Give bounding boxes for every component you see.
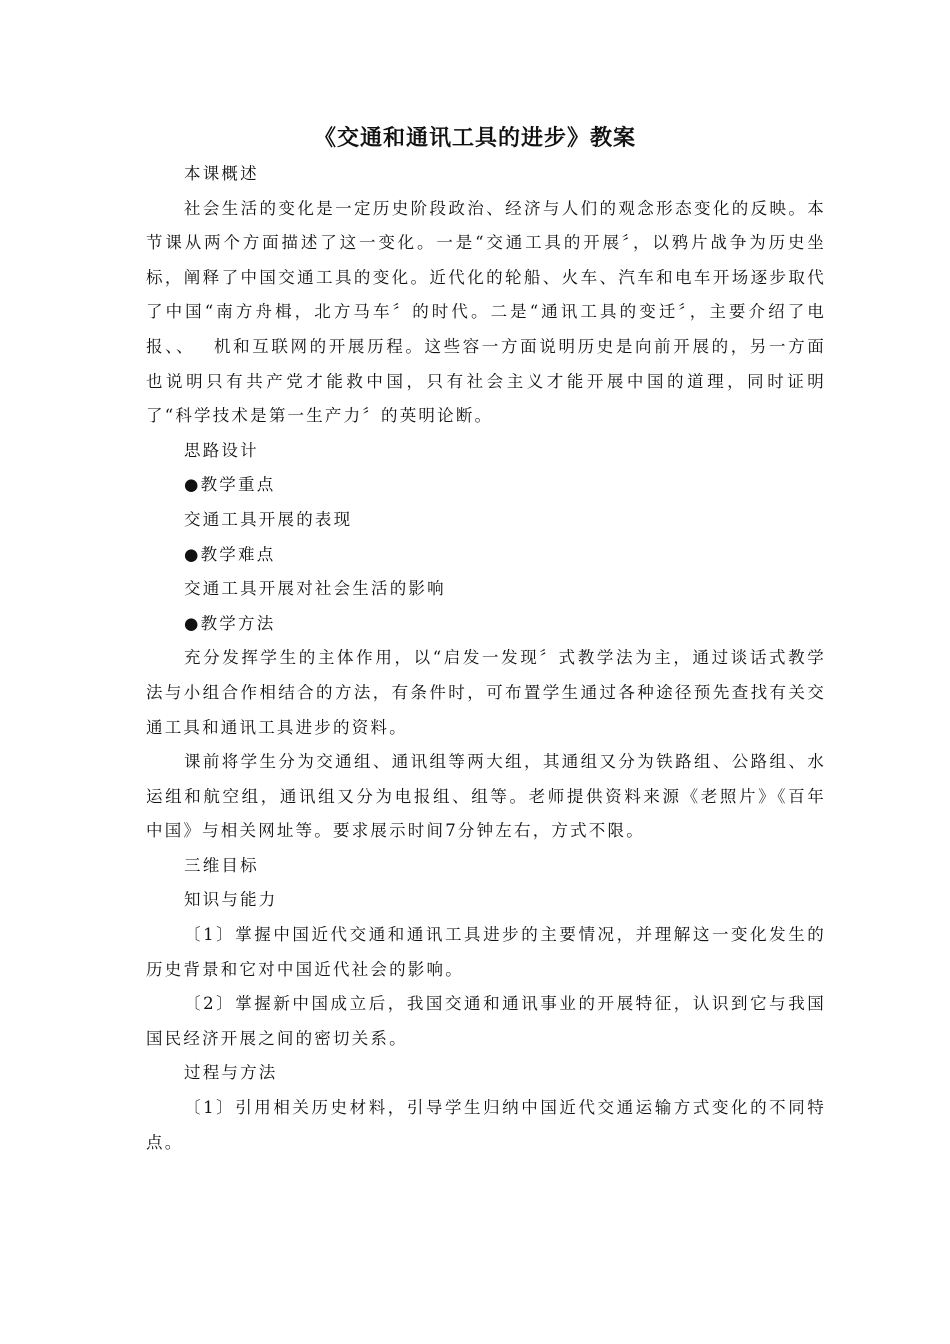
paragraph-process-1: 〔1〕引用相关历史材料，引导学生归纳中国近代交通运输方式变化的不同特点。 [146,1098,826,1152]
bullet-teaching-method: ●教学方法 [184,613,276,633]
paragraph-goal-1: 〔1〕掌握中国近代交通和通讯工具进步的主要情况，并理解这一变化发生的历史背景和它对中国近代社会的影响。 [146,925,826,979]
subheading-knowledge: 知识与能力 [184,890,278,910]
paragraph-overview: 社会生活的变化是一定历史阶段政治、经济与人们的观念形态变化的反映。本节课从两个方面描述了这一变化。一是“交通工具的开展〞，以鸦片战争为历史坐标，阐释了中国交通工具的变化。近代化的轮船、火车、汽车和电车开场逐步取代了中国“南方舟楫，北方马车〞的时代。二是“通讯工具的变迁〞，主要介绍了电报、、 机和互联网的开展历程。这些容一方面说明历史是向前开展的，另一方面也说明只有共产党才能救中国，只有社会主义才能开展中国的道理，同时证明了“科学技术是第一生产力〞的英明论断。 [146,198,826,426]
document-title: 《交通和通讯工具的进步》教案 [313,125,636,151]
paragraph-teaching-method: 充分发挥学生的主体作用，以“启发一发现〞式教学法为主，通过谈话式教学法与小组合作相结合的方法，有条件时，可布置学生通过各种途径预先查找有关交通工具和通讯工具进步的资料。 [146,648,826,737]
paragraph-teaching-focus: 交通工具开展的表现 [184,509,353,529]
paragraph-grouping: 课前将学生分为交通组、通讯组等两大组，其通组又分为铁路组、公路组、水运组和航空组，通讯组又分为电报组、组等。老师提供资料来源《老照片》《百年中国》与相关网址等。要求展示时间7分钟左右，方式不限。 [146,752,826,841]
subheading-process: 过程与方法 [184,1063,278,1083]
bullet-teaching-difficulty: ●教学难点 [184,544,276,564]
section-heading-overview: 本课概述 [184,164,259,183]
bullet-teaching-focus: ●教学重点 [184,475,276,495]
paragraph-teaching-difficulty: 交通工具开展对社会生活的影响 [184,579,446,599]
paragraph-goal-2: 〔2〕掌握新中国成立后，我国交通和通讯事业的开展特征，认识到它与我国国民经济开展之间的密切关系。 [146,994,826,1048]
document-body [146,157,826,1160]
section-heading-design: 思路设计 [184,440,259,460]
section-heading-goals: 三维目标 [184,855,259,875]
